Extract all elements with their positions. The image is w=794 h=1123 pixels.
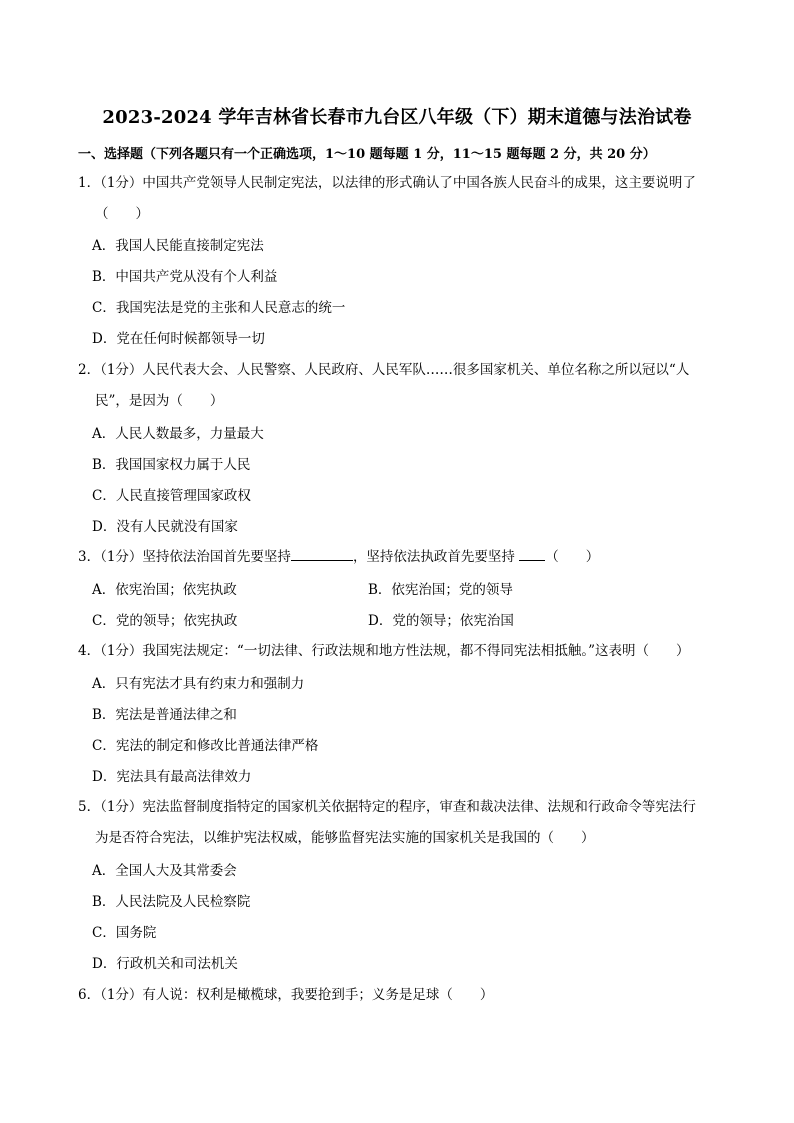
question-stem-continued: （ ） xyxy=(95,206,149,222)
option-a: A．依宪治国；依宪执政 xyxy=(92,582,237,598)
section-heading: 一、选择题（下列各题只有一个正确选项，1～10 题每题 1 分，11～15 题每题 2 分，共 20 分） xyxy=(78,147,656,162)
option-a: A．我国人民能直接制定宪法 xyxy=(92,238,264,254)
option-a: A．人民人数最多，力量最大 xyxy=(92,426,264,442)
question-6 xyxy=(78,980,728,1011)
question-number: 3． xyxy=(78,549,101,565)
question-5 xyxy=(78,792,728,854)
question-3 xyxy=(78,542,728,573)
question-stem: （1分）中国共产党领导人民制定宪法，以法律的形式确认了中国各族人民奋斗的成果，这主要说明了 xyxy=(100,175,696,191)
option-b: B．依宪治国；党的领导 xyxy=(368,582,513,598)
question-number: 6． xyxy=(78,987,101,1003)
option-b: B．宪法是普通法律之和 xyxy=(92,707,237,723)
question-4 xyxy=(78,636,728,667)
question-stem: （1分）我国宪法规定：“一切法律、行政法规和地方性法规，都不得同宪法相抵触。”这表明（ ） xyxy=(100,643,690,659)
option-a: A．全国人大及其常委会 xyxy=(92,863,237,879)
option-d: D．没有人民就没有国家 xyxy=(92,519,238,535)
question-stem-continued: 民”，是因为（ ） xyxy=(95,393,224,409)
option-b: B．我国国家权力属于人民 xyxy=(92,457,251,473)
option-b: B．中国共产党从没有个人利益 xyxy=(92,269,278,285)
question-stem-part: ，坚持依法执政首先要坚持 xyxy=(352,549,515,565)
option-d: D．行政机关和司法机关 xyxy=(92,956,238,972)
option-c: C．党的领导；依宪执政 xyxy=(92,613,238,629)
question-1 xyxy=(78,168,728,230)
question-stem: （1分）有人说：权利是橄榄球，我要抢到手；义务是足球（ ） xyxy=(100,987,494,1003)
question-number: 4． xyxy=(78,643,101,659)
option-b: B．人民法院及人民检察院 xyxy=(92,894,251,910)
option-c: C．人民直接管理国家政权 xyxy=(92,488,251,504)
option-c: C．国务院 xyxy=(92,925,157,941)
question-stem: （1分）宪法监督制度指特定的国家机关依据特定的程序，审查和裁决法律、法规和行政命令等宪法行 xyxy=(100,799,696,815)
question-answer-bracket: （ ） xyxy=(545,549,600,565)
question-stem: （1分）人民代表大会、人民警察、人民政府、人民军队……很多国家机关、单位名称之所以冠以“人 xyxy=(100,362,690,378)
answer-blank-2 xyxy=(519,546,545,561)
question-number: 1． xyxy=(78,175,101,191)
answer-blank-1 xyxy=(291,546,353,561)
option-a: A．只有宪法才具有约束力和强制力 xyxy=(92,676,305,692)
exam-title: 2023-2024 学年吉林省长春市九台区八年级（下）期末道德与法治试卷 xyxy=(102,107,692,128)
question-stem-continued: 为是否符合宪法，以维护宪法权威，能够监督宪法实施的国家机关是我国的（ ） xyxy=(95,830,595,846)
option-c: C．我国宪法是党的主张和人民意志的统一 xyxy=(92,300,346,316)
question-number: 5． xyxy=(78,799,101,815)
question-2 xyxy=(78,355,728,417)
option-d: D．党的领导；依宪治国 xyxy=(368,613,514,629)
option-c: C．宪法的制定和修改比普通法律严格 xyxy=(92,738,319,754)
option-d: D．党在任何时候都领导一切 xyxy=(92,331,265,347)
question-stem: （1分）坚持依法治国首先要坚持 xyxy=(100,549,291,565)
question-number: 2． xyxy=(78,362,101,378)
option-d: D．宪法具有最高法律效力 xyxy=(92,769,252,785)
